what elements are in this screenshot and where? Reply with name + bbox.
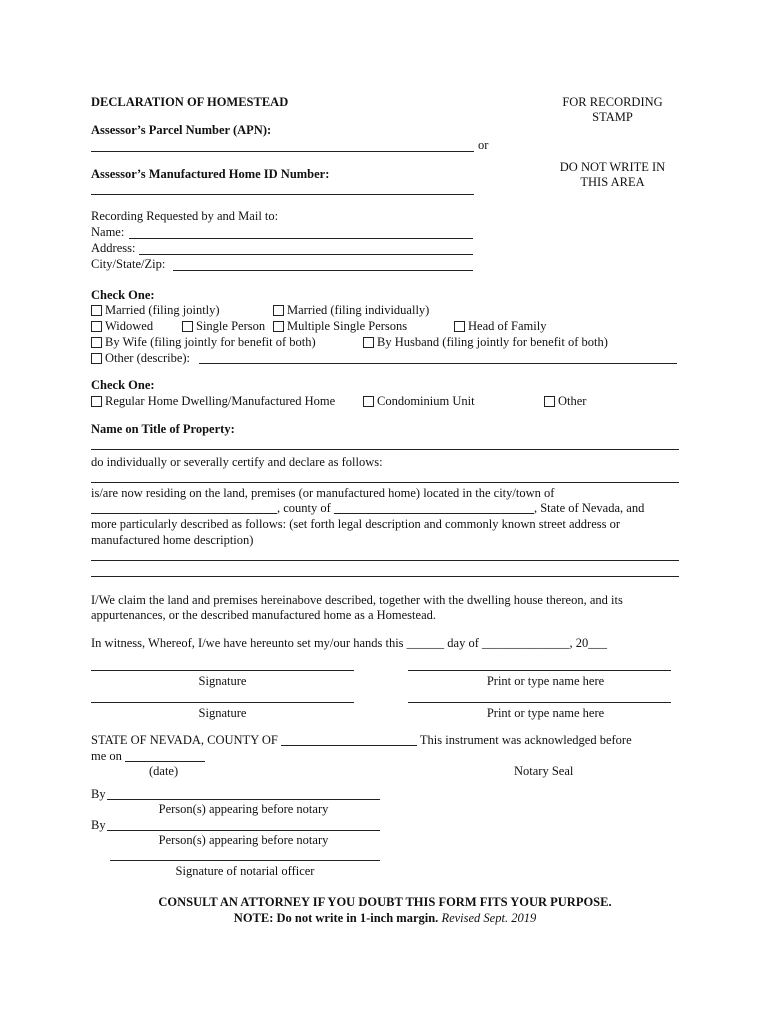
county-notary-field[interactable] xyxy=(281,733,417,746)
description-field-1[interactable] xyxy=(91,560,679,561)
revised-date: Revised Sept. 2019 xyxy=(441,911,537,925)
stamp-line-2: STAMP xyxy=(592,110,633,124)
option-by-wife[interactable] xyxy=(91,335,316,350)
state-text: , State of Nevada, and xyxy=(533,501,645,515)
person-field-2[interactable] xyxy=(107,830,380,831)
nowrite-line-2: THIS AREA xyxy=(580,175,645,189)
option-multiple-single-persons[interactable] xyxy=(273,319,407,334)
manufactured-home-id-label: Assessor’s Manufactured Home ID Number: xyxy=(91,167,330,181)
check-one-heading-a: Check One: xyxy=(91,288,155,302)
do-not-write-label xyxy=(540,160,685,190)
print-name-label-1: Print or type name here xyxy=(486,674,605,688)
consult-attorney-notice: CONSULT AN ATTORNEY IF YOU DOUBT THIS FORM FITS YOUR PURPOSE. xyxy=(158,895,612,909)
print-name-label-2: Print or type name here xyxy=(486,706,605,720)
option-by-husband[interactable] xyxy=(363,335,608,350)
option-label: Married (filing individually) xyxy=(287,303,430,317)
city-county-line xyxy=(91,501,679,516)
checkbox-icon[interactable] xyxy=(454,321,465,332)
margin-note: NOTE: Do not write in 1-inch margin. xyxy=(233,911,439,925)
option-label: Condominium Unit xyxy=(377,394,475,408)
state-nevada-text: STATE OF NEVADA, COUNTY OF xyxy=(91,733,278,747)
option-regular-home[interactable] xyxy=(91,394,335,409)
checkbox-icon[interactable] xyxy=(273,321,284,332)
checkbox-icon[interactable] xyxy=(363,396,374,407)
described-text-1: more particularly described as follows: (set forth legal description and commonly known street address or xyxy=(91,517,621,531)
name-on-title-field[interactable] xyxy=(91,449,679,450)
person-field-1[interactable] xyxy=(107,799,380,800)
me-on-text: me on xyxy=(91,749,122,763)
check-one-heading-b: Check One: xyxy=(91,378,155,392)
claim-text-1: I/We claim the land and premises hereinabove described, together with the dwelling house thereon, and its xyxy=(91,593,623,607)
option-single-person[interactable] xyxy=(182,319,265,334)
notary-state-line xyxy=(91,733,632,748)
name-field[interactable] xyxy=(129,238,473,239)
option-other-describe[interactable] xyxy=(91,351,190,366)
mail-heading: Recording Requested by and Mail to: xyxy=(91,209,279,223)
notarial-officer-signature-field[interactable] xyxy=(110,860,380,861)
stamp-line-1: FOR RECORDING xyxy=(562,95,663,109)
checkbox-icon[interactable] xyxy=(544,396,555,407)
option-other[interactable] xyxy=(544,394,586,409)
option-head-of-family[interactable] xyxy=(454,319,546,334)
option-label: Head of Family xyxy=(468,319,547,333)
checkbox-icon[interactable] xyxy=(363,337,374,348)
county-field[interactable] xyxy=(334,501,534,514)
option-label: Regular Home Dwelling/Manufactured Home xyxy=(105,394,336,408)
option-label: Other xyxy=(558,394,587,408)
margin-note-line xyxy=(0,911,770,926)
me-on-line xyxy=(91,749,205,764)
option-married-individually[interactable] xyxy=(273,303,429,318)
form-title: DECLARATION OF HOMESTEAD xyxy=(91,95,289,109)
option-label: Married (filing jointly) xyxy=(105,303,220,317)
county-text: , county of xyxy=(277,501,331,515)
signature-field-2[interactable] xyxy=(91,702,354,703)
checkbox-icon[interactable] xyxy=(91,353,102,364)
address-field[interactable] xyxy=(139,254,473,255)
checkbox-icon[interactable] xyxy=(182,321,193,332)
checkbox-icon[interactable] xyxy=(91,337,102,348)
address-label: Address: xyxy=(91,241,136,255)
persons-label-1: Person(s) appearing before notary xyxy=(158,802,329,816)
checkbox-icon[interactable] xyxy=(91,305,102,316)
residing-text: is/are now residing on the land, premises (or manufactured home) located in the city/town of xyxy=(91,486,555,500)
option-married-jointly[interactable] xyxy=(91,303,220,318)
by-label-1: By xyxy=(91,787,106,801)
claim-text-2: appurtenances, or the described manufactured home as a Homestead. xyxy=(91,608,436,622)
checkbox-icon[interactable] xyxy=(273,305,284,316)
recording-stamp-label xyxy=(540,95,685,125)
option-label: Widowed xyxy=(105,319,154,333)
date-label: (date) xyxy=(149,764,179,778)
apn-field[interactable] xyxy=(91,151,474,152)
name-on-title-label: Name on Title of Property: xyxy=(91,422,235,436)
signature-label-2: Signature xyxy=(198,706,247,720)
apn-label: Assessor’s Parcel Number (APN): xyxy=(91,123,272,137)
option-widowed[interactable] xyxy=(91,319,153,334)
checkbox-icon[interactable] xyxy=(91,396,102,407)
city-state-zip-field[interactable] xyxy=(173,270,473,271)
print-name-field-2[interactable] xyxy=(408,702,671,703)
signature-field-1[interactable] xyxy=(91,670,354,671)
description-field-2[interactable] xyxy=(91,576,679,577)
print-name-field-1[interactable] xyxy=(408,670,671,671)
acknowledged-text: This instrument was acknowledged before xyxy=(419,733,632,747)
certify-field[interactable] xyxy=(91,482,679,483)
city-town-field[interactable] xyxy=(91,501,277,514)
option-label: Other (describe): xyxy=(105,351,191,365)
name-label: Name: xyxy=(91,225,125,239)
date-field[interactable] xyxy=(125,749,205,762)
signature-label-1: Signature xyxy=(198,674,247,688)
other-describe-field[interactable] xyxy=(199,363,677,364)
by-label-2: By xyxy=(91,818,106,832)
manufactured-home-id-field[interactable] xyxy=(91,194,474,195)
nowrite-line-1: DO NOT WRITE IN xyxy=(559,160,666,174)
city-state-zip-label: City/State/Zip: xyxy=(91,257,166,271)
option-condominium[interactable] xyxy=(363,394,475,409)
certify-text: do individually or severally certify and declare as follows: xyxy=(91,455,383,469)
notary-seal-label: Notary Seal xyxy=(514,764,574,778)
or-text: or xyxy=(478,138,489,152)
notarial-officer-label: Signature of notarial officer xyxy=(175,864,315,878)
option-label: By Wife (filing jointly for benefit of both) xyxy=(105,335,316,349)
option-label: Single Person xyxy=(196,319,266,333)
option-label: By Husband (filing jointly for benefit of both) xyxy=(377,335,608,349)
option-label: Multiple Single Persons xyxy=(287,319,408,333)
checkbox-icon[interactable] xyxy=(91,321,102,332)
witness-text: In witness, Whereof, I/we have hereunto set my/our hands this ______ day of ______________, 20___ xyxy=(91,636,607,650)
described-text-2: manufactured home description) xyxy=(91,533,254,547)
persons-label-2: Person(s) appearing before notary xyxy=(158,833,329,847)
